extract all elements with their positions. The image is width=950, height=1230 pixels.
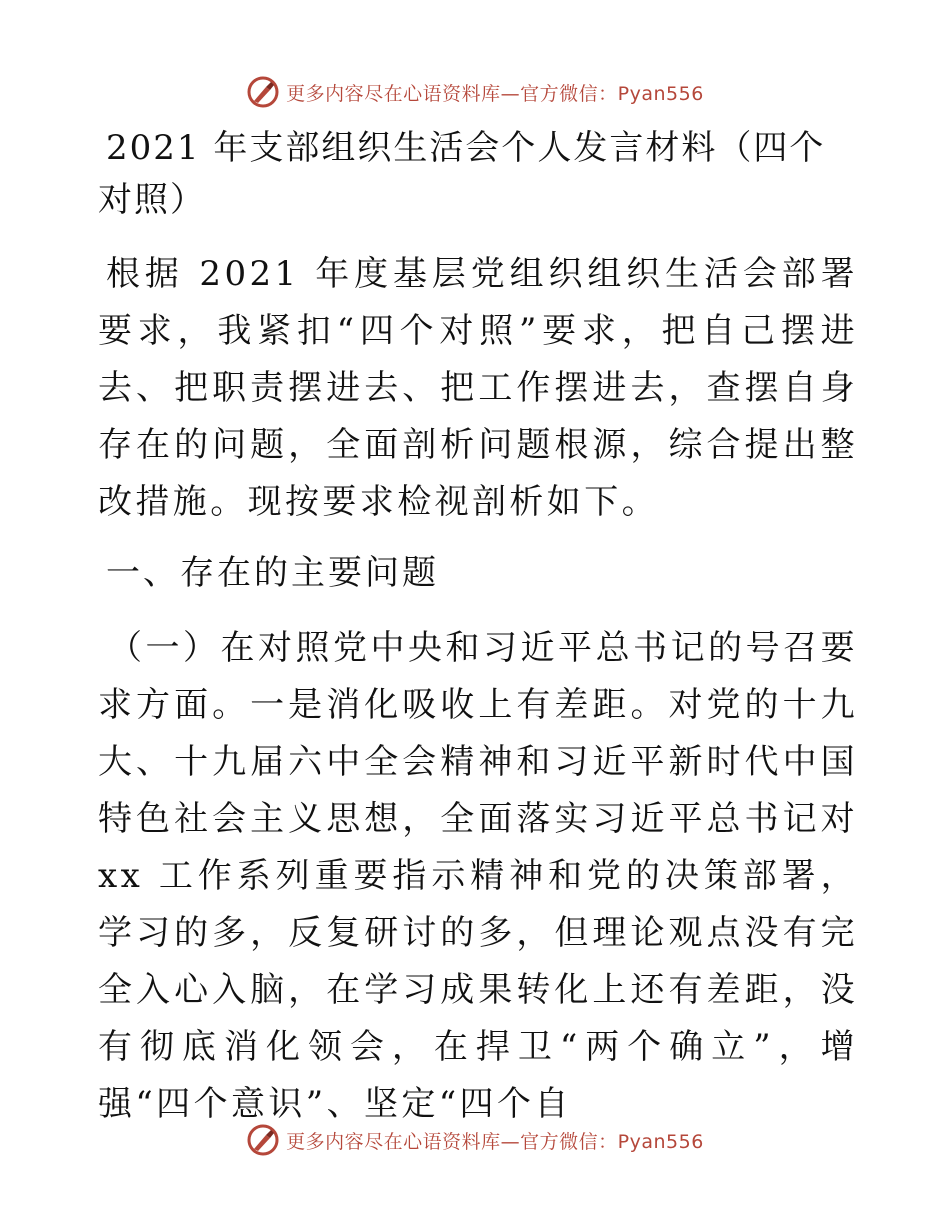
section-paragraph: （一）在对照党中央和习近平总书记的号召要求方面。一是消化吸收上有差距。对党的十九大、十九届六中全会精神和习近平新时代中国特色社会主义思想，全面落实习近平总书记对 xx 工作系列重要指示精神和党的决策部署，学习的多，反复研讨的多，但理论观点没有完全入心入脑，在学习成果转化上还有差距，没有彻底消化领会，在捍卫“两个确立”，增强“四个意识”、坚定“四个自 [98,628,858,1124]
document-title: 2021 年支部组织生活会个人发言材料（四个对照） [98,128,826,220]
pen-circle-logo-icon [246,1123,280,1157]
watermark-banner-bottom [0,1120,950,1160]
watermark-text: 更多内容尽在心语资料库—官方微信：Pyan556 [286,82,704,105]
pen-circle-logo-icon [246,75,280,109]
watermark-banner-top [0,72,950,112]
intro-paragraph: 根据 2021 年度基层党组织组织生活会部署要求，我紧扣“四个对照”要求，把自己摆进去、把职责摆进去、把工作摆进去，查摆自身存在的问题，全面剖析问题根源，综合提出整改措施。现按要求检视剖析如下。 [98,254,858,522]
watermark-text: 更多内容尽在心语资料库—官方微信：Pyan556 [286,1130,704,1153]
section-heading: 一、存在的主要问题 [106,553,439,593]
document-body [98,122,858,1133]
